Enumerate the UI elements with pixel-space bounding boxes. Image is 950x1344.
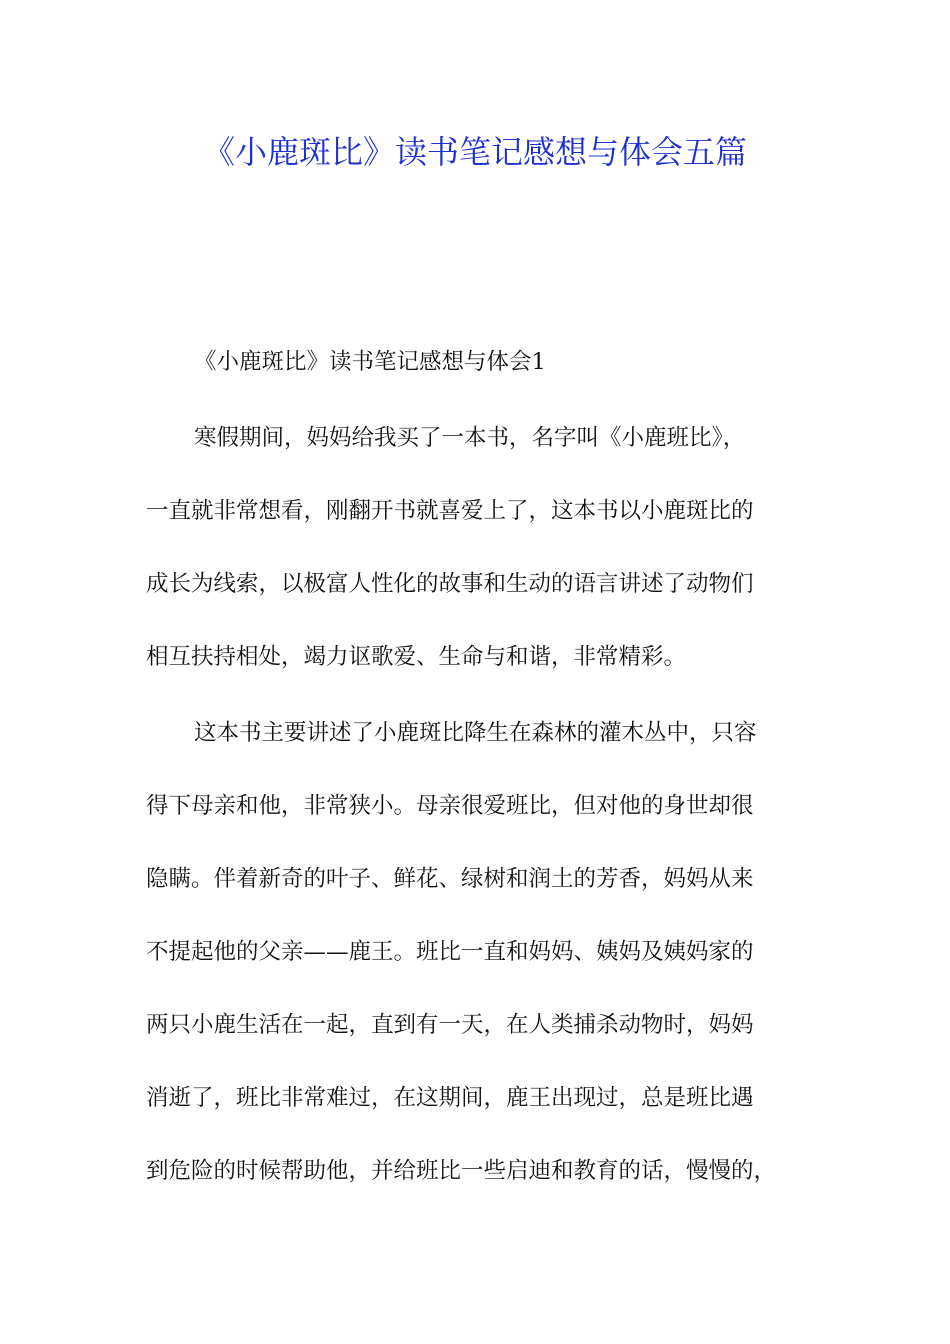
paragraph-line: 到危险的时候帮助他，并给班比一些启迪和教育的话，慢慢的， bbox=[146, 1158, 777, 1184]
paragraph-line: 相互扶持相处，竭力讴歌爱、生命与和谐，非常精彩。 bbox=[146, 644, 687, 670]
paragraph-line: 两只小鹿生活在一起，直到有一天，在人类捕杀动物时，妈妈 bbox=[146, 1012, 754, 1038]
paragraph-line: 一直就非常想看，刚翻开书就喜爱上了，这本书以小鹿斑比的 bbox=[146, 498, 754, 524]
paragraph-line: 不提起他的父亲——鹿王。班比一直和妈妈、姨妈及姨妈家的 bbox=[146, 939, 754, 965]
paragraph-line: 这本书主要讲述了小鹿斑比降生在森林的灌木丛中，只容 bbox=[194, 720, 757, 746]
paragraph-line: 寒假期间，妈妈给我买了一本书，名字叫《小鹿班比》， bbox=[194, 425, 746, 451]
paragraph-line: 成长为线索，以极富人性化的故事和生动的语言讲述了动物们 bbox=[146, 571, 754, 597]
paragraph-line: 消逝了，班比非常难过，在这期间，鹿王出现过，总是班比遇 bbox=[146, 1085, 754, 1111]
paragraph-line: 隐瞒。伴着新奇的叶子、鲜花、绿树和润土的芳香，妈妈从来 bbox=[146, 866, 754, 892]
paragraph-line: 得下母亲和他，非常狭小。母亲很爱班比，但对他的身世却很 bbox=[146, 793, 754, 819]
document-title: 《小鹿斑比》读书笔记感想与体会五篇 bbox=[202, 133, 747, 171]
section-heading: 《小鹿斑比》读书笔记感想与体会1 bbox=[194, 349, 546, 375]
